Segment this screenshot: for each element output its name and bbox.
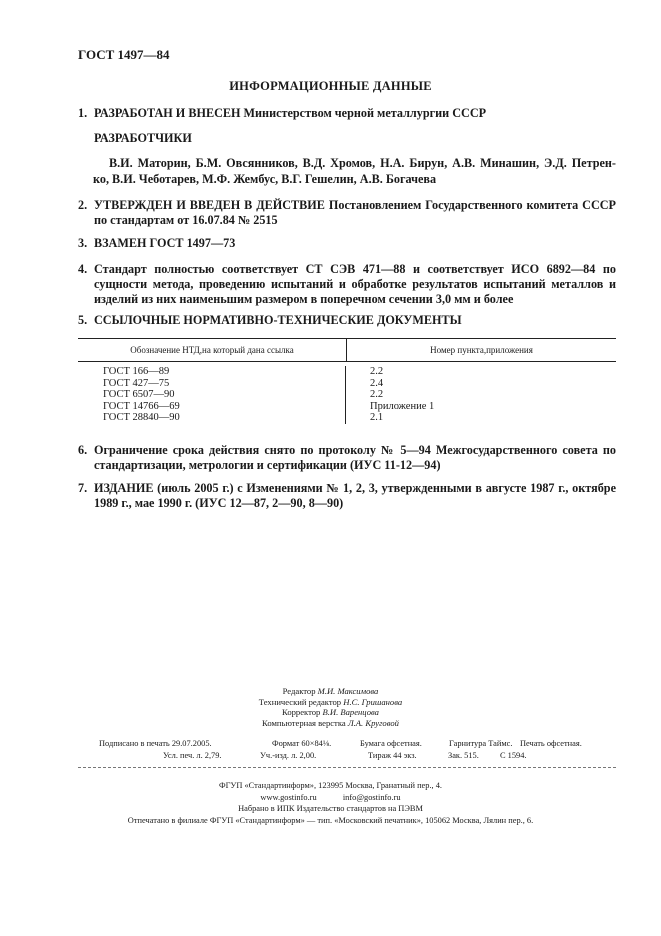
page-title: ИНФОРМАЦИОННЫЕ ДАННЫЕ [229, 79, 432, 93]
printed-note: Отпечатано в филиале ФГУП «Стандартинформ» — тип. «Московский печатник», 105062 Москва, Лялин пер., 6. [127, 816, 534, 825]
item-number: 5. [78, 313, 88, 327]
publisher-email: info@gostinfo.ru [342, 793, 401, 802]
item-number: 6. [78, 443, 88, 457]
table-cell-clause: 2.1 [370, 412, 384, 423]
item-number: 4. [78, 262, 88, 276]
table-cell-clause: Приложение 1 [370, 400, 435, 412]
item-number: 1. [78, 106, 88, 120]
typeset-note: Набрано в ИПК Издательство стандартов на ПЭВМ [238, 804, 423, 813]
item-text: Ограничение срока действия снято по протоколу № 5—94 Межгосударственного совета по стандартизации, метрологии и сертификации (ИУС 11-12—94) [94, 443, 616, 472]
document-code: ГОСТ 1497—84 [78, 47, 170, 62]
item-number: 3. [78, 236, 88, 250]
table-cell-clause: 2.2 [370, 389, 384, 400]
tech-editor-name: Н.С. Гришанова [343, 696, 403, 707]
developers-line: ко, В.И. Чеботарев, М.Ф. Жембус, В.Г. Гешелин, А.В. Богачева [93, 172, 437, 186]
print-sheets: Усл. печ. л. 2,79. [163, 751, 222, 760]
item-text: Постановлением Государственного комитета СССР по стандартам от 16.07.84 № 2515 [94, 198, 616, 227]
item-caps: РАЗРАБОТАН И ВНЕСЕН [94, 106, 241, 120]
print-edsheets: Уч.-изд. л. 2,00. [260, 751, 317, 760]
print-order: Зак. 515. [448, 751, 479, 760]
item-1 [78, 106, 616, 121]
item-text: (июль 2005 г.) с Изменениями № 1, 2, 3, утвержденными в августе 1987 г., октябре 1989 г., мае 1990 г. (ИУС 12—87, 2—90, 8—90) [94, 481, 616, 510]
divider [78, 767, 616, 768]
proofreader-name: В.И. Варенцова [322, 707, 379, 717]
print-font: Гарнитура Таймс. [449, 739, 513, 748]
publisher-contacts [0, 792, 661, 803]
print-format: Формат 60×84⅛. [272, 739, 332, 748]
developers-list [93, 155, 616, 187]
item-6 [78, 443, 616, 473]
item-caps: УТВЕРЖДЕН И ВВЕДЕН В ДЕЙСТВИЕ [94, 198, 325, 212]
table-cell-clause: 2.4 [370, 377, 384, 389]
table-cell-document: ГОСТ 166—89 [103, 366, 170, 377]
item-2 [78, 198, 616, 228]
print-run: Тираж 44 экз. [368, 751, 417, 760]
developers-title: РАЗРАБОТЧИКИ [94, 131, 192, 145]
editor-name: М.И. Максимова [317, 686, 379, 696]
item-3 [78, 236, 616, 251]
item-caps: ВЗАМЕН ГОСТ 1497—73 [94, 236, 236, 250]
item-4 [78, 262, 616, 307]
item-number: 2. [78, 198, 88, 212]
item-5 [78, 313, 616, 328]
table-cell-document: ГОСТ 14766—69 [103, 400, 180, 412]
reference-table [78, 338, 616, 424]
item-number: 7. [78, 481, 88, 495]
column-header-clause: Номер пункта,приложения [430, 345, 533, 355]
item-7 [78, 481, 616, 511]
table-cell-document: ГОСТ 427—75 [103, 377, 170, 389]
editor-label: Редактор [282, 686, 316, 696]
layout-label: Компьютерная верстка [262, 717, 346, 728]
table-cell-document: ГОСТ 28840—90 [103, 412, 180, 423]
proofreader-label: Корректор [282, 707, 321, 717]
publisher-website: www.gostinfo.ru [260, 793, 317, 802]
column-header-document: Обозначение НТД,на который дана ссылка [78, 339, 347, 361]
print-code: С 1594. [500, 751, 527, 760]
item-text: Стандарт полностью соответствует СТ СЭВ 471—88 и соответствует ИСО 6892—84 по сущности метода, проведению испытаний и обработке результатов испытаний металлов и изделий из них наименьшим размером в поперечном сечении 3,0 мм и более [94, 262, 616, 306]
print-signed: Подписано в печать 29.07.2005. [99, 739, 212, 748]
table-cell-clause: 2.2 [370, 366, 384, 377]
staff-credits [0, 686, 661, 728]
item-caps: ССЫЛОЧНЫЕ НОРМАТИВНО-ТЕХНИЧЕСКИЕ ДОКУМЕНТЫ [94, 313, 462, 327]
tech-editor-label: Технический редактор [258, 696, 342, 707]
developers-line: В.И. Маторин, Б.М. Овсянников, В.Д. Хромов, Н.А. Бирун, А.В. Минашин, Э.Д. Петрен- [109, 156, 616, 170]
item-text: Министерством черной металлургии СССР [240, 106, 487, 120]
print-method: Печать офсетная. [520, 739, 582, 748]
layout-name: Л.А. Круговой [347, 717, 399, 728]
table-cell-document: ГОСТ 6507—90 [103, 389, 175, 400]
publisher-address: ФГУП «Стандартинформ», 123995 Москва, Гранатный пер., 4. [218, 781, 443, 790]
table-header [78, 339, 616, 362]
item-caps: ИЗДАНИЕ [94, 481, 154, 495]
print-paper: Бумага офсетная. [360, 739, 422, 748]
